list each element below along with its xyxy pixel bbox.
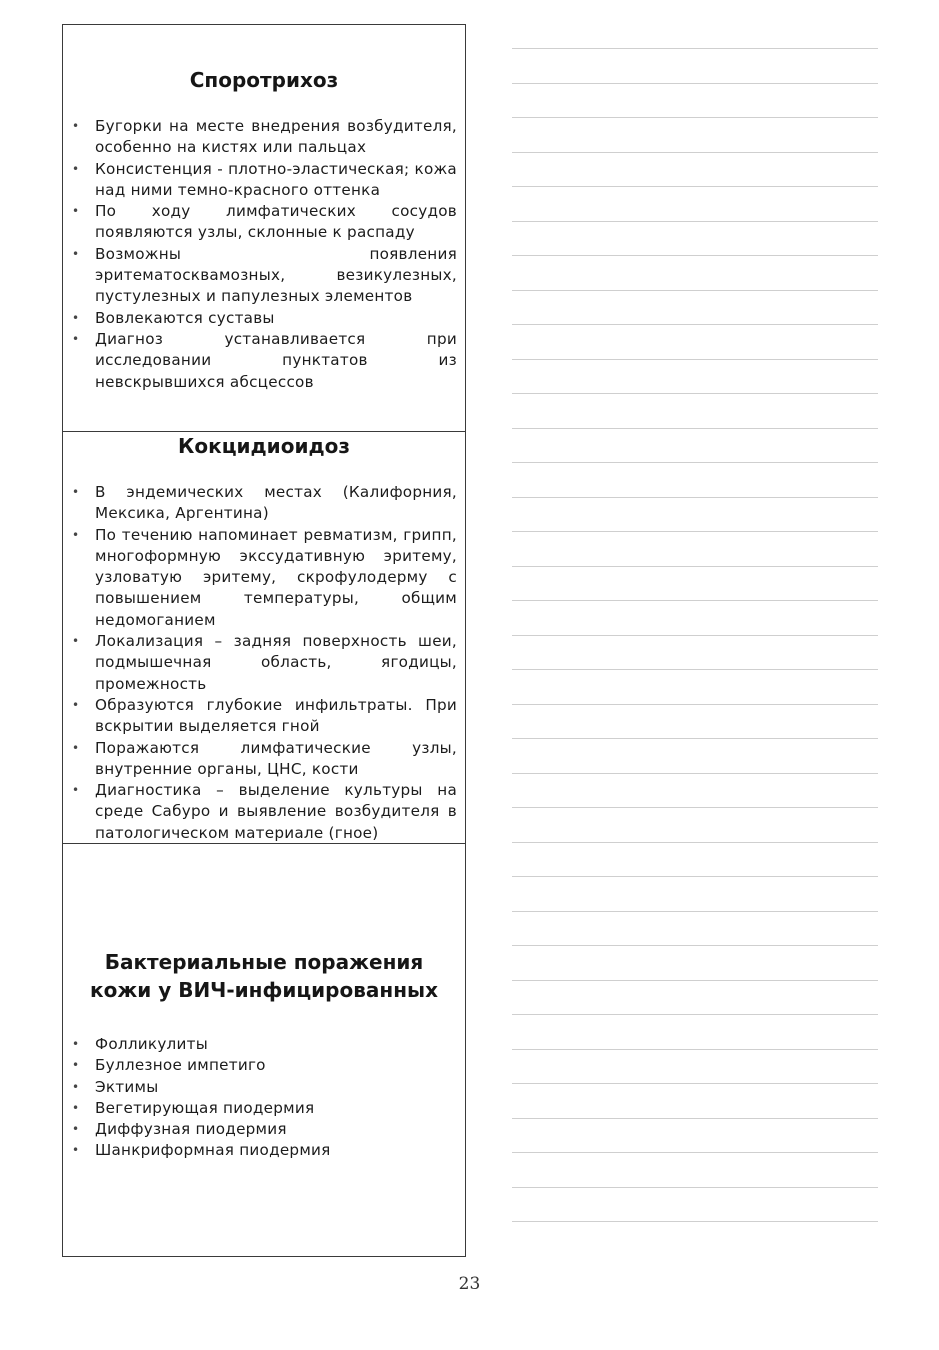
list-item: • По течению напоминает ревматизм, грипп, многоформную экссудативную эритему, узловатую эритему, скрофулодерму с повышением температуры, общим недомоганием <box>63 525 465 631</box>
note-line <box>512 221 878 222</box>
note-line <box>512 1083 878 1084</box>
list-item: • Диффузная пиодермия <box>63 1119 465 1140</box>
section-title: Кокцидиоидоз <box>178 434 350 458</box>
note-line <box>512 462 878 463</box>
section-coccidioidomycosis <box>63 433 465 844</box>
note-line <box>512 428 878 429</box>
note-line <box>512 531 878 532</box>
list-item: • Образуются глубокие инфильтраты. При вскрытии выделяется гной <box>63 695 465 738</box>
note-line <box>512 1118 878 1119</box>
section-title: Бактериальные поражения кожи у ВИЧ-инфицированных <box>90 950 438 1002</box>
list-item: • Диагноз устанавливается при исследовании пунктатов из невскрывшихся абсцессов <box>63 329 465 393</box>
bullet-list <box>63 1034 465 1162</box>
list-item: • Вегетирующая пиодермия <box>63 1098 465 1119</box>
note-line <box>512 48 878 49</box>
note-line <box>512 186 878 187</box>
note-line <box>512 359 878 360</box>
note-line <box>512 807 878 808</box>
note-line <box>512 1187 878 1188</box>
list-item: • Бугорки на месте внедрения возбудителя, особенно на кистях или пальцах <box>63 116 465 159</box>
note-line <box>512 290 878 291</box>
section-sporotrichosis <box>63 67 465 393</box>
section-divider <box>63 431 465 432</box>
list-item: • Шанкриформная пиодермия <box>63 1140 465 1161</box>
list-item: • Фолликулиты <box>63 1034 465 1055</box>
note-line <box>512 600 878 601</box>
note-line <box>512 566 878 567</box>
note-line <box>512 1152 878 1153</box>
note-line <box>512 117 878 118</box>
note-line <box>512 324 878 325</box>
note-line <box>512 773 878 774</box>
list-item: • Возможны появления эритематосквамозных, везикулезных, пустулезных и папулезных элементов <box>63 244 465 308</box>
note-line <box>512 497 878 498</box>
note-line <box>512 911 878 912</box>
note-line <box>512 1049 878 1050</box>
list-item: • Поражаются лимфатические узлы, внутренние органы, ЦНС, кости <box>63 738 465 781</box>
note-line <box>512 945 878 946</box>
note-line <box>512 876 878 877</box>
list-item: • Консистенция - плотно-эластическая; кожа над ними темно-красного оттенка <box>63 159 465 202</box>
list-item: • Вовлекаются суставы <box>63 308 465 329</box>
note-line <box>512 152 878 153</box>
note-line <box>512 83 878 84</box>
section-bacterial-hiv <box>63 948 465 1162</box>
note-line <box>512 842 878 843</box>
section-divider <box>63 843 465 844</box>
note-line <box>512 1014 878 1015</box>
bullet-list <box>63 116 465 393</box>
note-line <box>512 738 878 739</box>
list-item: • В эндемических местах (Калифорния, Мексика, Аргентина) <box>63 482 465 525</box>
page-number: 23 <box>458 1274 481 1294</box>
list-item: • Буллезное импетиго <box>63 1055 465 1076</box>
notes-lines <box>512 0 878 1350</box>
slides-frame <box>62 24 466 1257</box>
list-item: • Локализация – задняя поверхность шеи, подмышечная область, ягодицы, промежность <box>63 631 465 695</box>
list-item: • По ходу лимфатических сосудов появляются узлы, склонные к распаду <box>63 201 465 244</box>
note-line <box>512 704 878 705</box>
note-line <box>512 980 878 981</box>
section-title: Споротрихоз <box>189 68 339 92</box>
note-line <box>512 669 878 670</box>
note-line <box>512 635 878 636</box>
note-line <box>512 1221 878 1222</box>
note-line <box>512 255 878 256</box>
list-item: • Эктимы <box>63 1077 465 1098</box>
list-item: • Диагностика – выделение культуры на среде Сабуро и выявление возбудителя в патологическом материале (гное) <box>63 780 465 844</box>
note-line <box>512 393 878 394</box>
bullet-list <box>63 482 465 844</box>
